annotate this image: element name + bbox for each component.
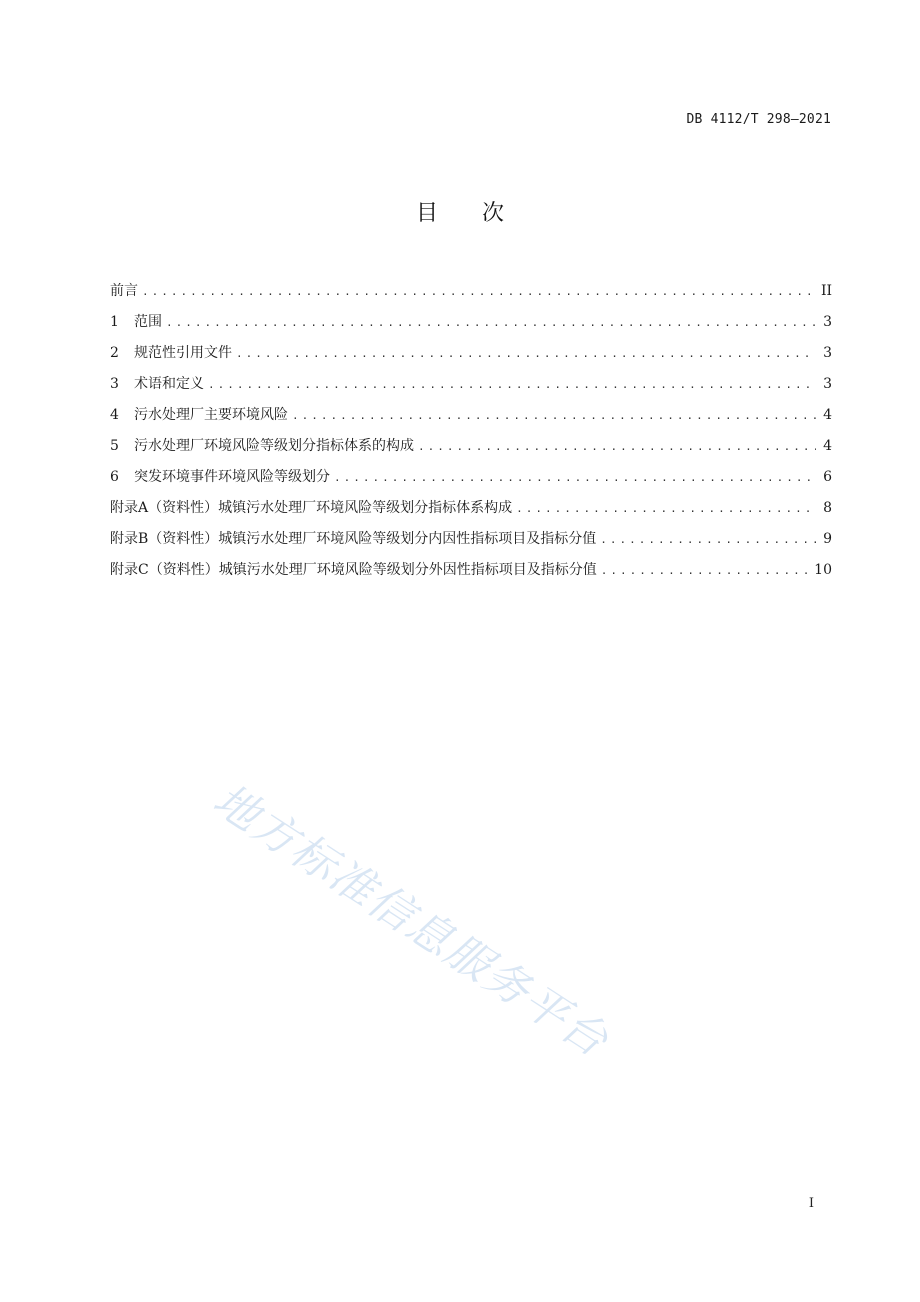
toc-entry-label: 术语和定义 <box>134 376 204 392</box>
toc-entry-number: 5 <box>110 438 119 454</box>
toc-dot-leader <box>292 405 816 427</box>
toc-dot-leader <box>208 374 816 396</box>
toc-entry-number: 2 <box>110 345 119 361</box>
toc-entry-label: 范围 <box>134 314 162 330</box>
toc-entry-main-risks[interactable] <box>110 404 832 435</box>
toc-entry-page: 4 <box>823 407 832 423</box>
toc-entry-label: 突发环境事件环境风险等级划分 <box>134 469 330 485</box>
toc-entry-appendix-b[interactable] <box>110 528 832 559</box>
toc-entry-label: 附录C（资料性）城镇污水处理厂环境风险等级划分外因性指标项目及指标分值 <box>110 562 597 578</box>
toc-dot-leader <box>334 467 816 489</box>
toc-entry-label: 前言 <box>110 283 138 299</box>
page-number: I <box>808 1196 814 1211</box>
toc-entry-page: II <box>820 283 832 299</box>
table-of-contents <box>110 280 832 590</box>
toc-dot-leader <box>236 343 816 365</box>
watermark-text: 地方标准信息服务平台 <box>204 774 618 1068</box>
toc-dot-leader <box>418 436 816 458</box>
toc-entry-page: 4 <box>823 438 832 454</box>
toc-entry-label: 附录B（资料性）城镇污水处理厂环境风险等级划分内因性指标项目及指标分值 <box>110 531 597 547</box>
toc-entry-appendix-c[interactable] <box>110 559 832 590</box>
toc-dot-leader <box>142 281 815 303</box>
toc-entry-page: 3 <box>823 376 832 392</box>
toc-dot-leader <box>166 312 816 334</box>
toc-entry-number: 1 <box>110 314 119 330</box>
toc-entry-indicator-system[interactable] <box>110 435 832 466</box>
toc-entry-page: 8 <box>823 500 832 516</box>
toc-dot-leader <box>516 498 816 520</box>
toc-entry-emergency-risk-grading[interactable] <box>110 466 832 497</box>
toc-entry-label: 规范性引用文件 <box>134 345 232 361</box>
toc-entry-page: 10 <box>814 562 832 578</box>
toc-entry-page: 6 <box>823 469 832 485</box>
page-title <box>0 196 920 227</box>
title-char-2: 次 <box>482 201 505 226</box>
toc-entry-number: 4 <box>110 407 119 423</box>
toc-dot-leader <box>600 529 816 551</box>
toc-entry-page: 3 <box>823 314 832 330</box>
toc-entry-label: 附录A（资料性）城镇污水处理厂环境风险等级划分指标体系构成 <box>110 500 513 516</box>
toc-entry-foreword[interactable] <box>110 280 832 311</box>
toc-entry-page: 9 <box>823 531 832 547</box>
toc-entry-label: 污水处理厂主要环境风险 <box>134 407 288 423</box>
toc-entry-normative-references[interactable] <box>110 342 832 373</box>
toc-entry-number: 3 <box>110 376 119 392</box>
toc-entry-appendix-a[interactable] <box>110 497 832 528</box>
toc-entry-number: 6 <box>110 469 119 485</box>
toc-entry-scope[interactable] <box>110 311 832 342</box>
toc-dot-leader <box>601 560 808 582</box>
document-code: DB 4112/T 298—2021 <box>686 112 831 127</box>
toc-entry-page: 3 <box>823 345 832 361</box>
title-char-1: 目 <box>415 201 438 226</box>
toc-entry-terms-definitions[interactable] <box>110 373 832 404</box>
toc-entry-label: 污水处理厂环境风险等级划分指标体系的构成 <box>134 438 414 454</box>
